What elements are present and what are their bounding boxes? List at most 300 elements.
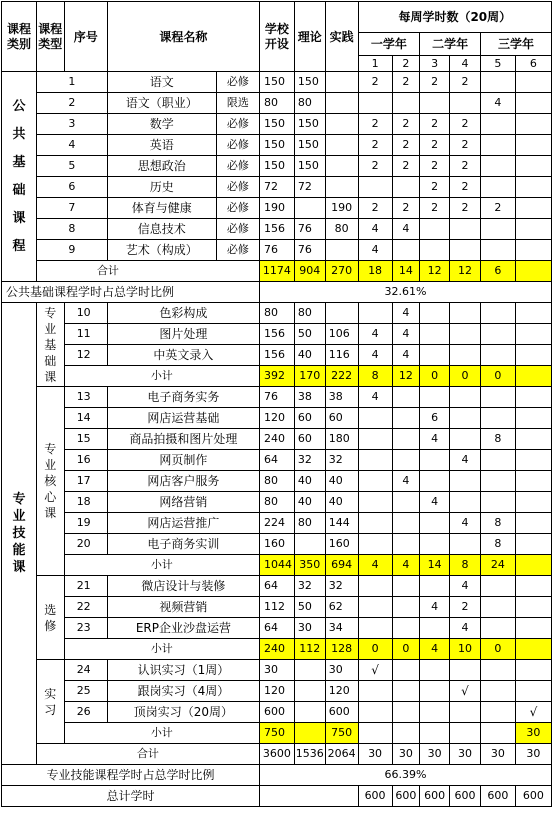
theory-cell: 32 [294, 576, 325, 597]
elective-row-s3 [420, 576, 450, 597]
core-row-s1 [358, 429, 392, 450]
grand-total-s6: 600 [515, 786, 551, 807]
practice-cell: 120 [325, 681, 358, 702]
elective-subtotal-s5: 0 [480, 639, 515, 660]
subtotal-total: 240 [259, 639, 294, 660]
internship-row-s4 [450, 702, 481, 723]
core-row-s3 [420, 471, 450, 492]
subtotal-total: 1174 [259, 261, 294, 282]
core-row-s6 [515, 534, 551, 555]
internship-row-s1 [358, 681, 392, 702]
practice-cell: 30 [325, 660, 358, 681]
basic-row-s2: 4 [392, 345, 420, 366]
core-row-s1 [358, 492, 392, 513]
seq-cell: 6 [36, 177, 107, 198]
grand-total-s3: 600 [420, 786, 450, 807]
public-row-s1 [358, 177, 392, 198]
theory-cell: 76 [294, 240, 325, 261]
core-row-s5: 8 [480, 534, 515, 555]
public-row-s2: 2 [392, 72, 420, 93]
table-row [2, 471, 552, 492]
practice-cell [325, 240, 358, 261]
table-row [2, 450, 552, 471]
subtotal-label: 小计 [64, 723, 259, 744]
course-requirement: 必修 [216, 198, 259, 219]
grand-total-label: 总计学时 [2, 786, 260, 807]
seq-cell: 16 [64, 450, 107, 471]
basic-subtotal-s1: 8 [358, 366, 392, 387]
course-name: 思想政治 [107, 156, 216, 177]
public-row-s6 [515, 198, 551, 219]
elective-row-s6 [515, 576, 551, 597]
school-total-cell: 64 [259, 618, 294, 639]
public-row-s1: 2 [358, 114, 392, 135]
professional-total-total: 3600 [259, 744, 294, 765]
header-seq: 序号 [64, 2, 107, 72]
subtotal-total: 1044 [259, 555, 294, 576]
basic-row-s6 [515, 345, 551, 366]
basic-row-s4 [450, 324, 481, 345]
public-row-s5 [480, 240, 515, 261]
theory-cell: 50 [294, 324, 325, 345]
table-row [2, 576, 552, 597]
practice-cell: 160 [325, 534, 358, 555]
subtotal-practice: 750 [325, 723, 358, 744]
core-row-s6 [515, 429, 551, 450]
school-total-cell: 80 [259, 93, 294, 114]
grand-total-s1: 600 [358, 786, 392, 807]
ratio-row [2, 282, 552, 303]
basic-subtotal-s5: 0 [480, 366, 515, 387]
core-row-s3 [420, 450, 450, 471]
table-row [2, 72, 552, 93]
elective-row-s1 [358, 618, 392, 639]
category-professional: 专 业 技 能 课 [2, 303, 37, 765]
seq-cell: 2 [36, 93, 107, 114]
theory-cell: 60 [294, 429, 325, 450]
core-row-s4: 4 [450, 513, 481, 534]
internship-row-s4 [450, 660, 481, 681]
course-name: 数学 [107, 114, 216, 135]
seq-cell: 10 [64, 303, 107, 324]
professional-total-s3: 30 [420, 744, 450, 765]
seq-cell: 26 [64, 702, 107, 723]
theory-cell: 150 [294, 72, 325, 93]
course-name: 电子商务实训 [107, 534, 259, 555]
course-name: 中英文录入 [107, 345, 259, 366]
practice-cell: 34 [325, 618, 358, 639]
public-row-s1: 2 [358, 135, 392, 156]
core-row-s2 [392, 429, 420, 450]
basic-row-s5 [480, 324, 515, 345]
header-type: 课程类型 [36, 2, 64, 72]
elective-row-s5 [480, 597, 515, 618]
basic-row-s3 [420, 324, 450, 345]
core-row-s2 [392, 534, 420, 555]
table-row [2, 135, 552, 156]
course-requirement: 必修 [216, 114, 259, 135]
professional-total-s1: 30 [358, 744, 392, 765]
public-row-s3: 2 [420, 72, 450, 93]
school-total-cell: 150 [259, 114, 294, 135]
course-name: 历史 [107, 177, 216, 198]
theory-cell: 150 [294, 156, 325, 177]
practice-cell: 32 [325, 450, 358, 471]
public-row-s3 [420, 93, 450, 114]
school-total-cell: 600 [259, 702, 294, 723]
theory-cell [294, 534, 325, 555]
core-row-s4 [450, 429, 481, 450]
type-internship: 实 习 [36, 660, 64, 744]
table-row [2, 177, 552, 198]
core-row-s2 [392, 492, 420, 513]
school-total-cell: 64 [259, 576, 294, 597]
core-row-s5: 8 [480, 513, 515, 534]
basic-row-s6 [515, 303, 551, 324]
subtotal-total: 392 [259, 366, 294, 387]
table-row [2, 156, 552, 177]
elective-subtotal-s4: 10 [450, 639, 481, 660]
seq-cell: 13 [64, 387, 107, 408]
school-total-cell: 224 [259, 513, 294, 534]
header-semester-2: 2 [392, 56, 420, 72]
course-name: 网店运营基础 [107, 408, 259, 429]
seq-cell: 3 [36, 114, 107, 135]
public-row-s4: 2 [450, 72, 481, 93]
course-name: ERP企业沙盘运营 [107, 618, 259, 639]
theory-cell: 32 [294, 450, 325, 471]
public-row-s5 [480, 156, 515, 177]
core-row-s2 [392, 513, 420, 534]
school-total-cell: 80 [259, 492, 294, 513]
public-row-s6 [515, 135, 551, 156]
table-row [2, 240, 552, 261]
seq-cell: 22 [64, 597, 107, 618]
theory-cell: 80 [294, 513, 325, 534]
course-name: 顶岗实习（20周） [107, 702, 259, 723]
theory-cell [294, 660, 325, 681]
subtotal-row [2, 639, 552, 660]
practice-cell: 144 [325, 513, 358, 534]
seq-cell: 17 [64, 471, 107, 492]
basic-row-s6 [515, 324, 551, 345]
table-row [2, 597, 552, 618]
core-row-s5 [480, 387, 515, 408]
school-total-cell: 72 [259, 177, 294, 198]
internship-subtotal-s1 [358, 723, 392, 744]
public-row-s6 [515, 177, 551, 198]
public-row-s3: 2 [420, 198, 450, 219]
subtotal-practice: 270 [325, 261, 358, 282]
table-row [2, 702, 552, 723]
core-row-s4 [450, 471, 481, 492]
elective-row-s6 [515, 597, 551, 618]
practice-cell: 116 [325, 345, 358, 366]
basic-row-s5 [480, 345, 515, 366]
theory-cell: 80 [294, 93, 325, 114]
seq-cell: 1 [36, 72, 107, 93]
elective-row-s1 [358, 576, 392, 597]
core-row-s1 [358, 408, 392, 429]
table-row [2, 408, 552, 429]
public-row-s5: 4 [480, 93, 515, 114]
internship-row-s2 [392, 681, 420, 702]
core-row-s3: 4 [420, 492, 450, 513]
ratio-row [2, 765, 552, 786]
public-row-s2: 2 [392, 198, 420, 219]
subtotal-label: 小计 [64, 555, 259, 576]
internship-row-s3 [420, 660, 450, 681]
elective-row-s6 [515, 618, 551, 639]
public-subtotal-s4: 12 [450, 261, 481, 282]
core-row-s3: 6 [420, 408, 450, 429]
seq-cell: 12 [64, 345, 107, 366]
core-row-s2: 4 [392, 471, 420, 492]
public-subtotal-s2: 14 [392, 261, 420, 282]
header-weekly-hours: 每周学时数（20周） [358, 2, 551, 33]
subtotal-theory: 350 [294, 555, 325, 576]
theory-cell: 150 [294, 135, 325, 156]
internship-subtotal-s3 [420, 723, 450, 744]
public-row-s4: 2 [450, 135, 481, 156]
course-requirement: 限选 [216, 93, 259, 114]
course-name: 认识实习（1周） [107, 660, 259, 681]
basic-row-s1: 4 [358, 345, 392, 366]
table-row [2, 114, 552, 135]
professional-total-s4: 30 [450, 744, 481, 765]
course-name: 电子商务实务 [107, 387, 259, 408]
practice-cell: 180 [325, 429, 358, 450]
header-practice: 实践 [325, 2, 358, 72]
elective-subtotal-s3: 4 [420, 639, 450, 660]
course-name: 网店运营推广 [107, 513, 259, 534]
subtotal-theory: 170 [294, 366, 325, 387]
subtotal-label: 小计 [64, 366, 259, 387]
internship-row-s3 [420, 681, 450, 702]
subtotal-total: 750 [259, 723, 294, 744]
public-row-s5 [480, 114, 515, 135]
core-row-s1 [358, 450, 392, 471]
table-row [2, 219, 552, 240]
core-row-s5 [480, 471, 515, 492]
subtotal-practice: 128 [325, 639, 358, 660]
table-row [2, 345, 552, 366]
table-row [2, 618, 552, 639]
core-row-s4 [450, 387, 481, 408]
public-row-s1: 2 [358, 198, 392, 219]
core-subtotal-s3: 14 [420, 555, 450, 576]
basic-row-s1: 4 [358, 324, 392, 345]
internship-row-s1 [358, 702, 392, 723]
grand-total-blank [259, 786, 358, 807]
public-row-s2: 4 [392, 219, 420, 240]
school-total-cell: 156 [259, 219, 294, 240]
core-row-s3 [420, 387, 450, 408]
core-subtotal-s5: 24 [480, 555, 515, 576]
core-row-s2 [392, 450, 420, 471]
subtotal-theory: 112 [294, 639, 325, 660]
public-row-s1: 2 [358, 72, 392, 93]
subtotal-label: 小计 [64, 639, 259, 660]
elective-row-s5 [480, 618, 515, 639]
subtotal-row [2, 723, 552, 744]
school-total-cell: 30 [259, 660, 294, 681]
theory-cell [294, 198, 325, 219]
course-requirement: 必修 [216, 156, 259, 177]
practice-cell [325, 303, 358, 324]
subtotal-practice: 222 [325, 366, 358, 387]
theory-cell: 150 [294, 114, 325, 135]
seq-cell: 18 [64, 492, 107, 513]
seq-cell: 19 [64, 513, 107, 534]
course-name: 图片处理 [107, 324, 259, 345]
elective-row-s4: 2 [450, 597, 481, 618]
school-total-cell: 240 [259, 429, 294, 450]
core-row-s6 [515, 471, 551, 492]
course-name: 跟岗实习（4周） [107, 681, 259, 702]
public-row-s2 [392, 240, 420, 261]
header-semester-6: 6 [515, 56, 551, 72]
school-total-cell: 160 [259, 534, 294, 555]
core-row-s5 [480, 408, 515, 429]
internship-subtotal-s5 [480, 723, 515, 744]
public-row-s2 [392, 93, 420, 114]
theory-cell: 50 [294, 597, 325, 618]
elective-row-s2 [392, 618, 420, 639]
header-year-1: 一学年 [358, 33, 420, 56]
core-row-s4 [450, 492, 481, 513]
practice-cell: 38 [325, 387, 358, 408]
public-subtotal-s5: 6 [480, 261, 515, 282]
table-row [2, 93, 552, 114]
basic-row-s4 [450, 303, 481, 324]
core-row-s6 [515, 450, 551, 471]
elective-subtotal-s6 [515, 639, 551, 660]
theory-cell [294, 681, 325, 702]
practice-cell [325, 156, 358, 177]
core-row-s5 [480, 450, 515, 471]
elective-row-s1 [358, 597, 392, 618]
course-name: 网络营销 [107, 492, 259, 513]
header-semester-1: 1 [358, 56, 392, 72]
public-row-s6 [515, 72, 551, 93]
public-row-s6 [515, 219, 551, 240]
type-core: 专 业 核 心 课 [36, 387, 64, 576]
internship-row-s6 [515, 681, 551, 702]
table-row [2, 660, 552, 681]
theory-cell [294, 702, 325, 723]
course-name: 视频营销 [107, 597, 259, 618]
elective-row-s4: 4 [450, 618, 481, 639]
internship-row-s5 [480, 702, 515, 723]
table-row [2, 303, 552, 324]
school-total-cell: 120 [259, 681, 294, 702]
core-subtotal-s2: 4 [392, 555, 420, 576]
elective-row-s3: 4 [420, 597, 450, 618]
theory-cell: 40 [294, 471, 325, 492]
professional-ratio-value: 66.39% [259, 765, 551, 786]
core-row-s6 [515, 492, 551, 513]
header-school-total: 学校开设 [259, 2, 294, 72]
internship-subtotal-s6: 30 [515, 723, 551, 744]
school-total-cell: 112 [259, 597, 294, 618]
internship-row-s2 [392, 660, 420, 681]
grand-total-s4: 600 [450, 786, 481, 807]
internship-row-s4: √ [450, 681, 481, 702]
practice-cell: 40 [325, 471, 358, 492]
core-row-s4: 4 [450, 450, 481, 471]
course-name: 信息技术 [107, 219, 216, 240]
seq-cell: 11 [64, 324, 107, 345]
seq-cell: 25 [64, 681, 107, 702]
public-row-s4 [450, 219, 481, 240]
public-row-s1: 2 [358, 156, 392, 177]
practice-cell: 600 [325, 702, 358, 723]
practice-cell [325, 93, 358, 114]
grand-total-s5: 600 [480, 786, 515, 807]
course-name: 网页制作 [107, 450, 259, 471]
grand-total-row [2, 786, 552, 807]
school-total-cell: 156 [259, 324, 294, 345]
school-total-cell: 156 [259, 345, 294, 366]
type-basic: 专 业 基 础 课 [36, 303, 64, 387]
seq-cell: 9 [36, 240, 107, 261]
subtotal-row [2, 261, 552, 282]
public-row-s5 [480, 72, 515, 93]
table-row [2, 513, 552, 534]
public-row-s2: 2 [392, 156, 420, 177]
core-row-s1: 4 [358, 387, 392, 408]
school-total-cell: 76 [259, 240, 294, 261]
public-row-s3: 2 [420, 156, 450, 177]
practice-cell [325, 177, 358, 198]
school-total-cell: 76 [259, 387, 294, 408]
basic-row-s4 [450, 345, 481, 366]
course-name: 色彩构成 [107, 303, 259, 324]
public-row-s3 [420, 219, 450, 240]
public-row-s1: 4 [358, 219, 392, 240]
internship-row-s3 [420, 702, 450, 723]
school-total-cell: 150 [259, 72, 294, 93]
course-requirement: 必修 [216, 240, 259, 261]
course-requirement: 必修 [216, 135, 259, 156]
total-row [2, 744, 552, 765]
theory-cell: 76 [294, 219, 325, 240]
professional-total-theory: 1536 [294, 744, 325, 765]
subtotal-row [2, 366, 552, 387]
professional-ratio-label: 专业技能课程学时占总学时比例 [2, 765, 260, 786]
school-total-cell: 80 [259, 303, 294, 324]
core-row-s1 [358, 471, 392, 492]
course-name: 艺术（构成） [107, 240, 216, 261]
school-total-cell: 190 [259, 198, 294, 219]
core-row-s2 [392, 408, 420, 429]
public-row-s6 [515, 156, 551, 177]
elective-row-s2 [392, 597, 420, 618]
elective-row-s5 [480, 576, 515, 597]
public-subtotal-s1: 18 [358, 261, 392, 282]
seq-cell: 5 [36, 156, 107, 177]
theory-cell: 72 [294, 177, 325, 198]
internship-row-s6 [515, 660, 551, 681]
theory-cell: 40 [294, 345, 325, 366]
core-row-s4 [450, 408, 481, 429]
internship-row-s1: √ [358, 660, 392, 681]
header-semester-3: 3 [420, 56, 450, 72]
public-row-s2: 2 [392, 135, 420, 156]
public-row-s1 [358, 93, 392, 114]
public-row-s5 [480, 177, 515, 198]
